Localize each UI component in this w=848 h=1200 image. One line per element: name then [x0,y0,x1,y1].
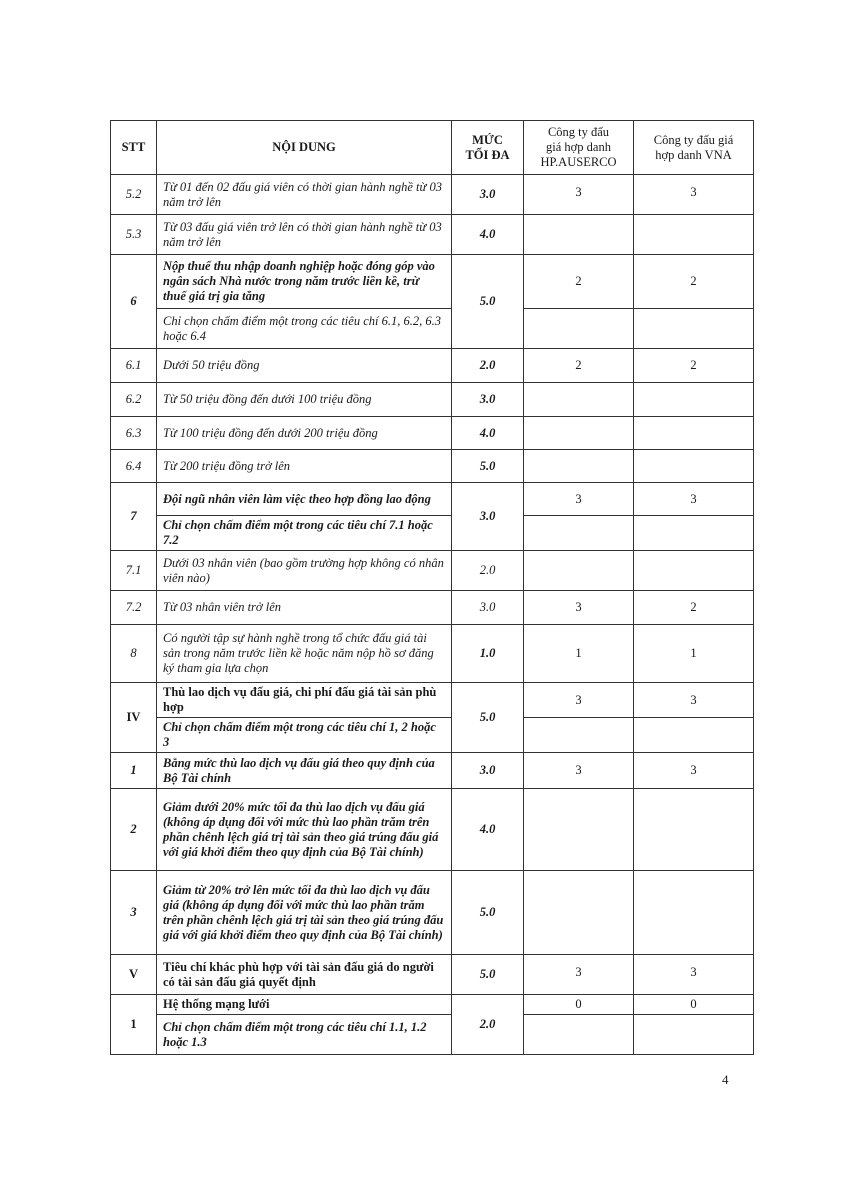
row-stt: 8 [111,625,157,683]
row-stt: 7.2 [111,591,157,625]
row-score-vna: 0 [634,995,754,1015]
row-score-vna [634,215,754,255]
row-note: Chỉ chọn chấm điểm một trong các tiêu chí 7.1 hoặc 7.2 [157,516,452,551]
row-score-hp-auserco [524,789,634,871]
table-row [111,591,754,625]
header-stt: STT [111,121,157,175]
table-row [111,753,754,789]
row-max: 1.0 [452,625,524,683]
row-stt: 3 [111,871,157,955]
row-max: 5.0 [452,683,524,753]
row-content: Nộp thuế thu nhập doanh nghiệp hoặc đóng góp vào ngân sách Nhà nước trong năm trước liền kề, trừ thuế giá trị gia tăng [157,255,452,309]
row-stt: V [111,955,157,995]
row-content: Từ 01 đến 02 đấu giá viên có thời gian hành nghề từ 03 năm trở lên [157,175,452,215]
row-score-vna [634,383,754,417]
row-max: 4.0 [452,215,524,255]
table-row [111,215,754,255]
page-number: 4 [722,1072,729,1087]
row-content: Thù lao dịch vụ đấu giá, chi phí đấu giá tài sản phù hợp [157,683,452,718]
row-max: 3.0 [452,483,524,551]
row-stt: 1 [111,753,157,789]
row-content: Bằng mức thù lao dịch vụ đấu giá theo quy định của Bộ Tài chính [157,753,452,789]
row-content: Giảm từ 20% trở lên mức tối đa thù lao dịch vụ đấu giá (không áp dụng đối với mức thù lao phần trăm trên phần chênh lệch giá trị tài sản theo giá trúng đấu giá với giá khởi điểm theo quy định của Bộ Tài chính) [157,871,452,955]
table-row [111,255,754,309]
header-org-vna: Công ty đấu giá hợp danh VNA [634,121,754,175]
row-score-hp-auserco: 3 [524,175,634,215]
row-content: Dưới 50 triệu đồng [157,349,452,383]
row-score-hp-auserco [524,417,634,450]
table-row-note [111,1015,754,1055]
row-max: 5.0 [452,955,524,995]
header-content: NỘI DUNG [157,121,452,175]
table-row [111,625,754,683]
row-content: Dưới 03 nhân viên (bao gồm trường hợp không có nhân viên nào) [157,551,452,591]
row-max: 3.0 [452,591,524,625]
row-score-vna: 3 [634,683,754,718]
empty-cell [524,1015,634,1055]
table-row [111,383,754,417]
table-row-note [111,516,754,551]
row-max: 5.0 [452,255,524,349]
header-org-hp-auserco: Công ty đấu giá hợp danh HP.AUSERCO [524,121,634,175]
table-row [111,483,754,516]
empty-cell [634,1015,754,1055]
table-row [111,955,754,995]
row-content: Từ 50 triệu đồng đến dưới 100 triệu đồng [157,383,452,417]
row-stt: 6.4 [111,450,157,483]
empty-cell [524,718,634,753]
row-score-hp-auserco: 2 [524,255,634,309]
row-score-hp-auserco [524,450,634,483]
table-row [111,450,754,483]
row-stt: 1 [111,995,157,1055]
row-max: 4.0 [452,417,524,450]
row-max: 5.0 [452,871,524,955]
row-max: 2.0 [452,995,524,1055]
row-stt: 7.1 [111,551,157,591]
row-note: Chỉ chọn chấm điểm một trong các tiêu chí 1.1, 1.2 hoặc 1.3 [157,1015,452,1055]
row-stt: 6.3 [111,417,157,450]
row-score-hp-auserco: 3 [524,955,634,995]
row-content: Đội ngũ nhân viên làm việc theo hợp đồng lao động [157,483,452,516]
row-content: Từ 100 triệu đồng đến dưới 200 triệu đồng [157,417,452,450]
header-max: MỨC TỐI ĐA [452,121,524,175]
row-score-hp-auserco [524,871,634,955]
row-content: Hệ thống mạng lưới [157,995,452,1015]
empty-cell [634,516,754,551]
row-score-hp-auserco [524,551,634,591]
row-score-hp-auserco: 2 [524,349,634,383]
empty-cell [524,309,634,349]
table-row [111,871,754,955]
row-score-vna: 2 [634,349,754,383]
row-score-vna [634,871,754,955]
table-row [111,683,754,718]
row-score-hp-auserco: 3 [524,483,634,516]
table-row [111,175,754,215]
row-score-vna: 3 [634,175,754,215]
row-score-vna: 3 [634,753,754,789]
table-row-note [111,309,754,349]
row-max: 4.0 [452,789,524,871]
row-score-vna: 2 [634,591,754,625]
row-content: Từ 03 nhân viên trở lên [157,591,452,625]
row-stt: 2 [111,789,157,871]
row-max: 5.0 [452,450,524,483]
row-content: Tiêu chí khác phù hợp với tài sản đấu giá do người có tài sản đấu giá quyết định [157,955,452,995]
row-max: 3.0 [452,175,524,215]
row-score-hp-auserco: 3 [524,753,634,789]
row-score-vna [634,417,754,450]
row-stt: 6.1 [111,349,157,383]
row-score-hp-auserco [524,215,634,255]
row-stt: 6.2 [111,383,157,417]
row-stt: IV [111,683,157,753]
empty-cell [634,309,754,349]
table-row [111,995,754,1015]
table-row [111,551,754,591]
row-max: 2.0 [452,349,524,383]
row-score-vna [634,789,754,871]
row-score-hp-auserco: 0 [524,995,634,1015]
row-score-hp-auserco: 3 [524,683,634,718]
row-note: Chỉ chọn chấm điểm một trong các tiêu chí 1, 2 hoặc 3 [157,718,452,753]
table-row-note [111,718,754,753]
row-stt: 7 [111,483,157,551]
table-row [111,349,754,383]
table-row [111,789,754,871]
row-score-vna [634,450,754,483]
row-max: 3.0 [452,753,524,789]
header-row [111,121,754,175]
row-note: Chỉ chọn chấm điểm một trong các tiêu chí 6.1, 6.2, 6.3 hoặc 6.4 [157,309,452,349]
row-score-vna: 3 [634,955,754,995]
row-score-vna: 3 [634,483,754,516]
row-content: Có người tập sự hành nghề trong tổ chức đấu giá tài sản trong năm trước liền kề hoặc năm nộp hồ sơ đăng ký tham gia lựa chọn [157,625,452,683]
table-row [111,417,754,450]
row-score-hp-auserco [524,383,634,417]
row-max: 3.0 [452,383,524,417]
row-content: Từ 03 đấu giá viên trở lên có thời gian hành nghề từ 03 năm trở lên [157,215,452,255]
row-stt: 5.2 [111,175,157,215]
row-score-hp-auserco: 3 [524,591,634,625]
row-content: Từ 200 triệu đồng trở lên [157,450,452,483]
row-score-hp-auserco: 1 [524,625,634,683]
empty-cell [634,718,754,753]
row-score-vna [634,551,754,591]
row-score-vna: 1 [634,625,754,683]
row-stt: 6 [111,255,157,349]
row-content: Giảm dưới 20% mức tối đa thù lao dịch vụ đấu giá (không áp dụng đối với mức thù lao phần trăm trên phần chênh lệch giá trị tài sản theo giá trúng đấu giá với giá khởi điểm theo quy định của Bộ Tài chính) [157,789,452,871]
row-stt: 5.3 [111,215,157,255]
empty-cell [524,516,634,551]
row-score-vna: 2 [634,255,754,309]
scoring-table [110,120,754,1055]
row-max: 2.0 [452,551,524,591]
